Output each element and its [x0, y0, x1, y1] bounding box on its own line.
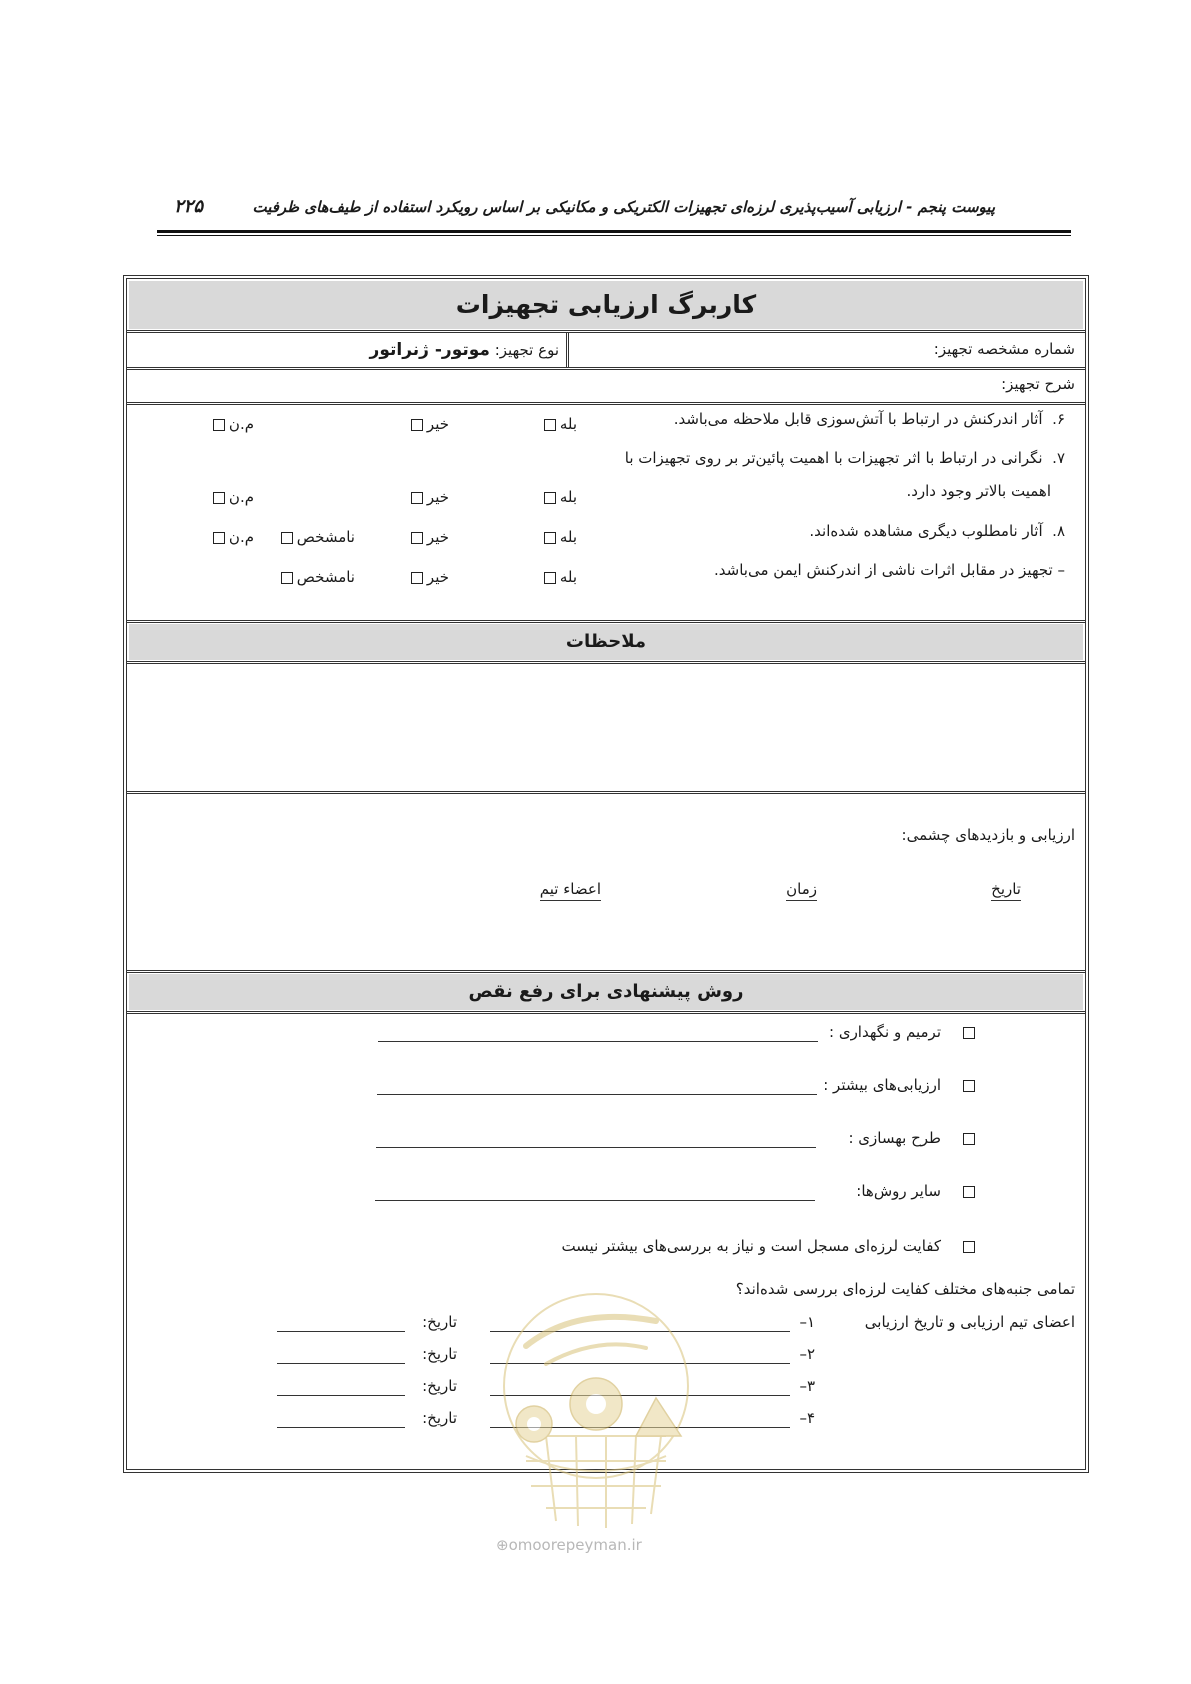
- checkbox[interactable]: [963, 1027, 975, 1039]
- equipment-desc-label: شرح تجهیز:: [1001, 375, 1075, 393]
- q6-no[interactable]: خیر: [407, 415, 449, 433]
- team-num-2: ۲–: [799, 1345, 815, 1363]
- date-label: تاریخ:: [422, 1377, 457, 1395]
- checkbox[interactable]: [544, 492, 556, 504]
- divider: [126, 791, 1086, 794]
- site-watermark: ⊕omoorepeyman.ir: [496, 1536, 642, 1554]
- date-label: تاریخ:: [422, 1345, 457, 1363]
- q8-yes[interactable]: بله: [540, 528, 577, 546]
- remedy-title: روش پیشنهادی برای رفع نقص: [468, 981, 744, 1002]
- date-line[interactable]: [277, 1363, 405, 1364]
- all-aspects-question: تمامی جنبه‌های مختلف کفایت لرزه‌ای بررسی شده‌اند؟: [735, 1280, 1075, 1298]
- checkbox[interactable]: [963, 1080, 975, 1092]
- divider: [126, 367, 1086, 370]
- checkbox[interactable]: [544, 419, 556, 431]
- date-label: تاریخ:: [422, 1409, 457, 1427]
- q6-na[interactable]: م.ن: [209, 415, 254, 433]
- equipment-type: [370, 340, 559, 360]
- checkbox[interactable]: [411, 532, 423, 544]
- form-title: کاربرگ ارزیابی تجهیزات: [455, 290, 757, 319]
- team-label: اعضای تیم ارزیابی و تاریخ ارزیابی: [864, 1313, 1075, 1331]
- date-line[interactable]: [277, 1331, 405, 1332]
- checkbox[interactable]: [213, 419, 225, 431]
- page-number: ۲۲۵: [174, 196, 204, 217]
- team-num-4: ۴–: [799, 1409, 815, 1427]
- answer-line[interactable]: [375, 1200, 815, 1201]
- omoorepeyman-logo: [486, 1286, 706, 1536]
- checkbox[interactable]: [963, 1241, 975, 1253]
- question-6: ۶. آثار اندرکنش در ارتباط با آتش‌سوزی قابل ملاحظه می‌باشد.: [673, 410, 1065, 428]
- header-rule: [157, 230, 1071, 236]
- checkbox[interactable]: [544, 572, 556, 584]
- answer-line[interactable]: [376, 1147, 816, 1148]
- divider: [126, 620, 1086, 623]
- remedy-more-eval[interactable]: ارزیابی‌های بیشتر :: [823, 1076, 979, 1094]
- checkbox[interactable]: [411, 492, 423, 504]
- divider: [126, 661, 1086, 664]
- safe-yes[interactable]: بله: [540, 568, 577, 586]
- divider: [126, 970, 1086, 973]
- answer-line[interactable]: [377, 1094, 817, 1095]
- q8-no[interactable]: خیر: [407, 528, 449, 546]
- q7-no[interactable]: خیر: [407, 488, 449, 506]
- remarks-title: ملاحظات: [565, 631, 647, 652]
- date-line[interactable]: [277, 1395, 405, 1396]
- divider: [126, 1011, 1086, 1014]
- question-8: ۸. آثار نامطلوب دیگری مشاهده شده‌اند.: [809, 522, 1065, 540]
- date-line[interactable]: [277, 1427, 405, 1428]
- checkbox[interactable]: [281, 572, 293, 584]
- checkbox[interactable]: [411, 572, 423, 584]
- checkbox[interactable]: [963, 1186, 975, 1198]
- question-7-cont: اهمیت بالاتر وجود دارد.: [906, 482, 1051, 500]
- question-7: ۷. نگرانی در ارتباط با اثر تجهیزات با اهمیت پائین‌تر بر روی تجهیزات با: [624, 449, 1065, 467]
- running-title: پیوست پنجم - ارزیابی آسیب‌پذیری لرزه‌ای تجهیزات الکتریکی و مکانیکی بر اساس رویکرد استفاده از طیف‌های ظرفیت: [252, 198, 995, 216]
- globe-icon: ⊕: [496, 1536, 509, 1554]
- col-team: اعضاء تیم: [540, 880, 601, 901]
- q7-yes[interactable]: بله: [540, 488, 577, 506]
- checkbox[interactable]: [281, 532, 293, 544]
- date-label: تاریخ:: [422, 1313, 457, 1331]
- answer-line[interactable]: [378, 1041, 818, 1042]
- adequacy-confirmed[interactable]: کفایت لرزه‌ای مسجل است و نیاز به بررسی‌های بیشتر نیست: [561, 1237, 979, 1255]
- safe-no[interactable]: خیر: [407, 568, 449, 586]
- divider: [566, 333, 569, 367]
- q7-na[interactable]: م.ن: [209, 488, 254, 506]
- col-date: تاریخ: [991, 880, 1021, 901]
- remedy-other[interactable]: سایر روش‌ها:: [856, 1182, 979, 1200]
- divider: [126, 330, 1086, 333]
- remedy-repair[interactable]: ترمیم و نگهداری :: [829, 1023, 979, 1041]
- checkbox[interactable]: [213, 492, 225, 504]
- remedy-retrofit[interactable]: طرح بهسازی :: [848, 1129, 979, 1147]
- q8-na[interactable]: م.ن: [209, 528, 254, 546]
- team-num-3: ۳–: [799, 1377, 815, 1395]
- q6-yes[interactable]: بله: [540, 415, 577, 433]
- safe-unknown[interactable]: نامشخص: [277, 568, 355, 586]
- q8-unknown[interactable]: نامشخص: [277, 528, 355, 546]
- checkbox[interactable]: [544, 532, 556, 544]
- checkbox[interactable]: [963, 1133, 975, 1145]
- remarks-area[interactable]: [130, 665, 1082, 789]
- equipment-type-value: موتور- ژنراتور: [369, 340, 490, 360]
- divider: [126, 402, 1086, 405]
- equipment-type-label: نوع تجهیز:: [494, 341, 559, 359]
- col-time: زمان: [786, 880, 817, 901]
- checkbox[interactable]: [213, 532, 225, 544]
- equipment-id-label: شماره مشخصه تجهیز:: [933, 340, 1075, 358]
- team-num-1: ۱–: [799, 1313, 815, 1331]
- checkbox[interactable]: [411, 419, 423, 431]
- statement-safe: – تجهیز در مقابل اثرات ناشی از اندرکنش ایمن می‌باشد.: [714, 561, 1065, 579]
- visual-inspection-label: ارزیابی و بازدیدهای چشمی:: [901, 826, 1075, 844]
